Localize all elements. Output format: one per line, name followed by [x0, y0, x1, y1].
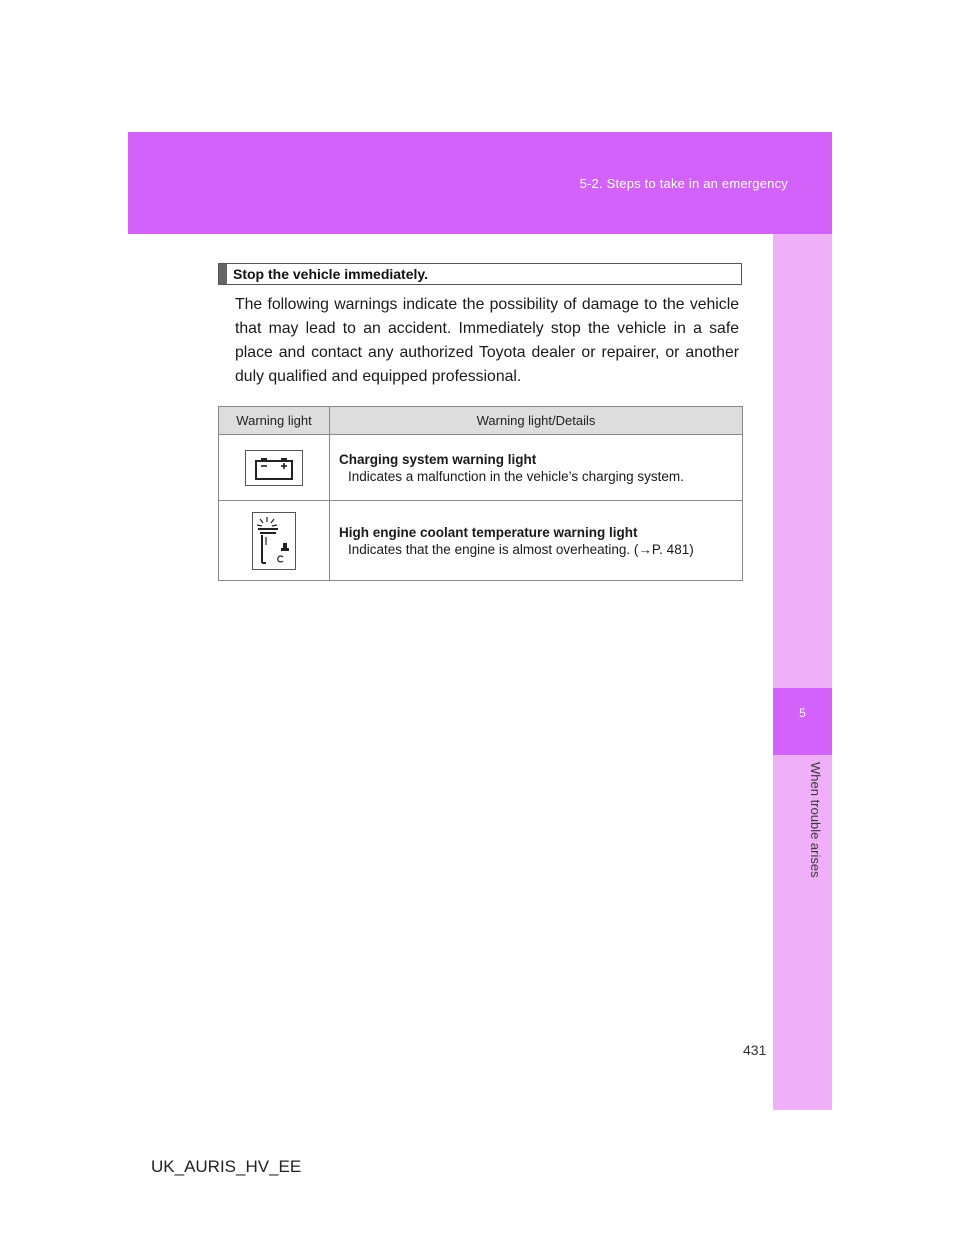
icon-cell	[219, 435, 330, 501]
warning-title: Charging system warning light	[339, 451, 537, 467]
chapter-number: 5	[799, 706, 806, 720]
column-header-warning-light: Warning light	[219, 407, 330, 435]
chapter-title: When trouble arises	[808, 762, 823, 878]
detail-cell	[330, 501, 743, 581]
document-code: UK_AURIS_HV_EE	[151, 1157, 302, 1176]
chapter-side-tab	[773, 234, 832, 1110]
warning-light-table	[218, 406, 743, 581]
detail-cell	[330, 435, 743, 501]
section-heading-text: Stop the vehicle immediately.	[233, 266, 429, 282]
heading-accent	[219, 264, 227, 284]
icon-cell	[219, 501, 330, 581]
column-header-details: Warning light/Details	[330, 407, 743, 435]
section-heading	[218, 263, 742, 285]
warning-title: High engine coolant temperature warning light	[339, 524, 638, 540]
intro-paragraph: The following warnings indicate the possibility of damage to the vehicle that may lead to an accident. Immediately stop the vehicle in a safe place and contact any authorized Toyota dealer or repairer, or another duly qualified and equipped professional.	[235, 296, 739, 385]
section-reference: 5-2. Steps to take in an emergency	[579, 176, 788, 191]
warning-description: Indicates that the engine is almost overheating. (→P. 481)	[348, 541, 694, 557]
page-number: 431	[743, 1042, 767, 1058]
warning-description: Indicates a malfunction in the vehicle’s charging system.	[348, 468, 684, 484]
chapter-number-box	[773, 688, 832, 755]
table-header-row	[219, 407, 743, 435]
table-row	[219, 435, 743, 501]
battery-icon	[245, 450, 303, 486]
coolant-temperature-icon	[252, 512, 296, 570]
table-row	[219, 501, 743, 581]
header-band	[128, 132, 832, 234]
